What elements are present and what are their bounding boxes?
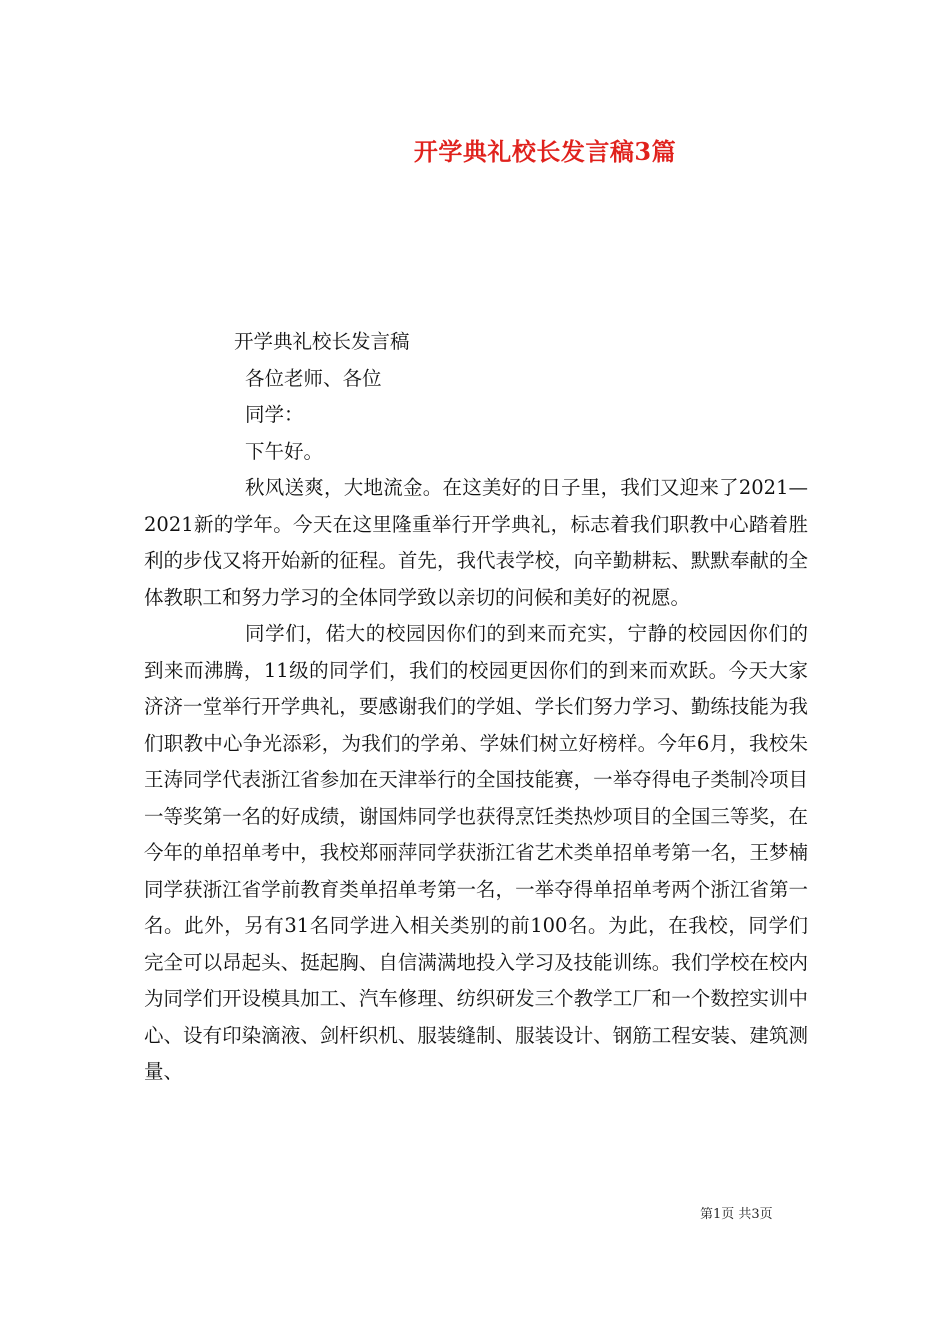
heading-line: 开学典礼校长发言稿 — [234, 330, 410, 353]
paragraph: 同学们，偌大的校园因你们的到来而充实，宁静的校园因你们的到来而沸腾，11级的同学们，我们的校园更因你们的到来而欢跃。今天大家济济一堂举行开学典礼，要感谢我们的学姐、学长们努力学习、勤练技能为我们职教中心争光添彩，为我们的学弟、学妹们树立好榜样。今年6月，我校朱王涛同学代表浙江省参加在天津举行的全国技能赛，一举夺得电子类制冷项目一等奖第一名的好成绩，谢国炜同学也获得烹饪类热炒项目的全国三等奖，在今年的单招单考中，我校郑丽萍同学获浙江省艺术类单招单考第一名，王梦楠同学获浙江省学前教育类单招单考第一名，一举夺得单招单考两个浙江省第一名。此外，另有31名同学进入相关类别的前100名。为此，在我校，同学们完全可以昂起头、挺起胸、自信满满地投入学习及技能训练。我们学校在校内为同学们开设模具加工、汽车修理、纺织研发三个教学工厂和一个数控实训中心、设有印染滴液、剑杆织机、服装缝制、服装设计、钢筋工程安装、建筑测量、 — [144, 622, 808, 1083]
salutation-line-2: 同学： — [245, 403, 304, 426]
document-title: 开学典礼校长发言稿3篇 — [413, 137, 677, 166]
page-footer: 第1页 共3页 — [700, 1207, 773, 1222]
document-body — [144, 324, 808, 1091]
salutation-line-1: 各位老师、各位 — [245, 366, 382, 390]
greeting-line: 下午好。 — [245, 439, 324, 463]
paragraph: 秋风送爽，大地流金。在这美好的日子里，我们又迎来了2021—2021新的学年。今天在这里隆重举行开学典礼，标志着我们职教中心踏着胜利的步伐又将开始新的征程。首先，我代表学校，向辛勤耕耘、默默奉献的全体教职工和努力学习的全体同学致以亲切的问候和美好的祝愿。 — [144, 476, 808, 609]
